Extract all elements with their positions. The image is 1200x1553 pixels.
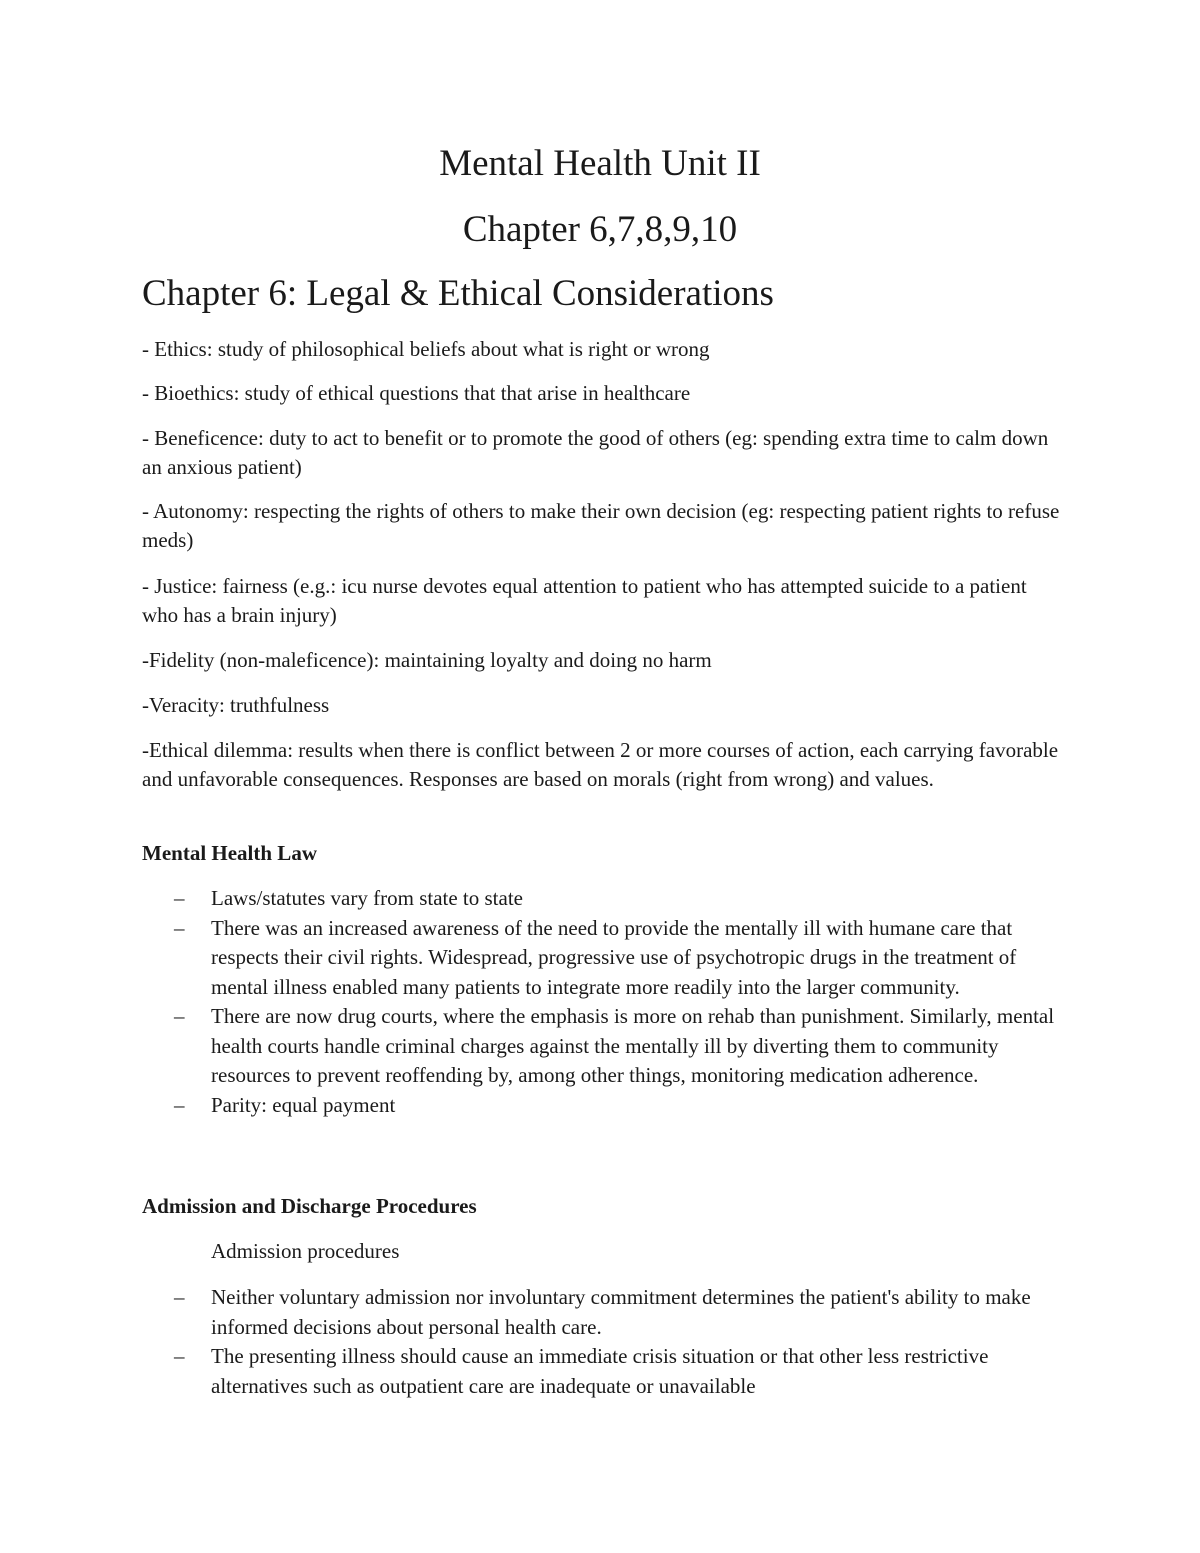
definition-bioethics: - Bioethics: study of ethical questions that that arise in healthcare <box>142 381 691 405</box>
list-dash: – <box>174 1285 185 1309</box>
document-subtitle: Chapter 6,7,8,9,10 <box>462 209 738 250</box>
mental-health-law-heading: Mental Health Law <box>142 841 317 865</box>
list-item-text: Laws/statutes vary from state to state <box>211 886 523 910</box>
definition-ethical-dilemma: -Ethical dilemma: results when there is conflict between 2 or more courses of action, each carrying favorable and unfavorable consequences. Responses are based on morals (right from wrong) and values. <box>142 738 1059 791</box>
list-item <box>142 884 1062 914</box>
list-item <box>142 1283 1062 1342</box>
list-item <box>142 914 1062 1003</box>
list-item-text: Parity: equal payment <box>211 1092 396 1117</box>
list-dash: – <box>174 915 185 940</box>
list-dash: – <box>174 886 185 910</box>
list-item <box>142 1002 1062 1091</box>
document-title: Mental Health Unit II <box>439 143 761 184</box>
admission-procedures-subheading: Admission procedures <box>211 1239 400 1263</box>
definition-fidelity: -Fidelity (non-maleficence): maintaining loyalty and doing no harm <box>142 648 712 672</box>
definition-veracity: -Veracity: truthfulness <box>142 693 330 717</box>
chapter-heading: Chapter 6: Legal & Ethical Considerations <box>142 273 774 314</box>
definition-beneficence: - Beneficence: duty to act to benefit or to promote the good of others (eg: spending extra time to calm down an anxious patient) <box>142 426 1049 479</box>
list-item-text: The presenting illness should cause an immediate crisis situation or that other less restrictive alternatives such as outpatient care are inadequate or unavailable <box>211 1344 989 1398</box>
list-item <box>142 1342 1062 1401</box>
list-item <box>142 1091 1062 1121</box>
list-dash: – <box>174 1344 185 1368</box>
list-dash: – <box>174 1004 185 1028</box>
list-dash: – <box>174 1092 185 1117</box>
list-item-text: There was an increased awareness of the need to provide the mentally ill with humane care that respects their civil rights. Widespread, progressive use of psychotropic drugs in the treatment of mental illness enabled many patients to integrate more readily into the larger community. <box>211 915 1017 999</box>
mental-health-law-list <box>142 884 1062 1120</box>
definition-justice: - Justice: fairness (e.g.: icu nurse devotes equal attention to patient who has attempted suicide to a patient who has a brain injury) <box>142 574 1027 627</box>
admission-procedures-list <box>142 1283 1062 1401</box>
list-item-text: There are now drug courts, where the emphasis is more on rehab than punishment. Similarly, mental health courts handle criminal charges against the mentally ill by diverting them to community resources to prevent reoffending by, among other things, monitoring medication adherence. <box>211 1004 1055 1087</box>
definition-autonomy: - Autonomy: respecting the rights of others to make their own decision (eg: respecting patient rights to refuse meds) <box>142 499 1060 552</box>
admission-discharge-heading: Admission and Discharge Procedures <box>142 1194 477 1218</box>
definition-ethics: - Ethics: study of philosophical beliefs about what is right or wrong <box>142 337 710 361</box>
list-item-text: Neither voluntary admission nor involuntary commitment determines the patient's ability to make informed decisions about personal health care. <box>211 1285 1031 1339</box>
